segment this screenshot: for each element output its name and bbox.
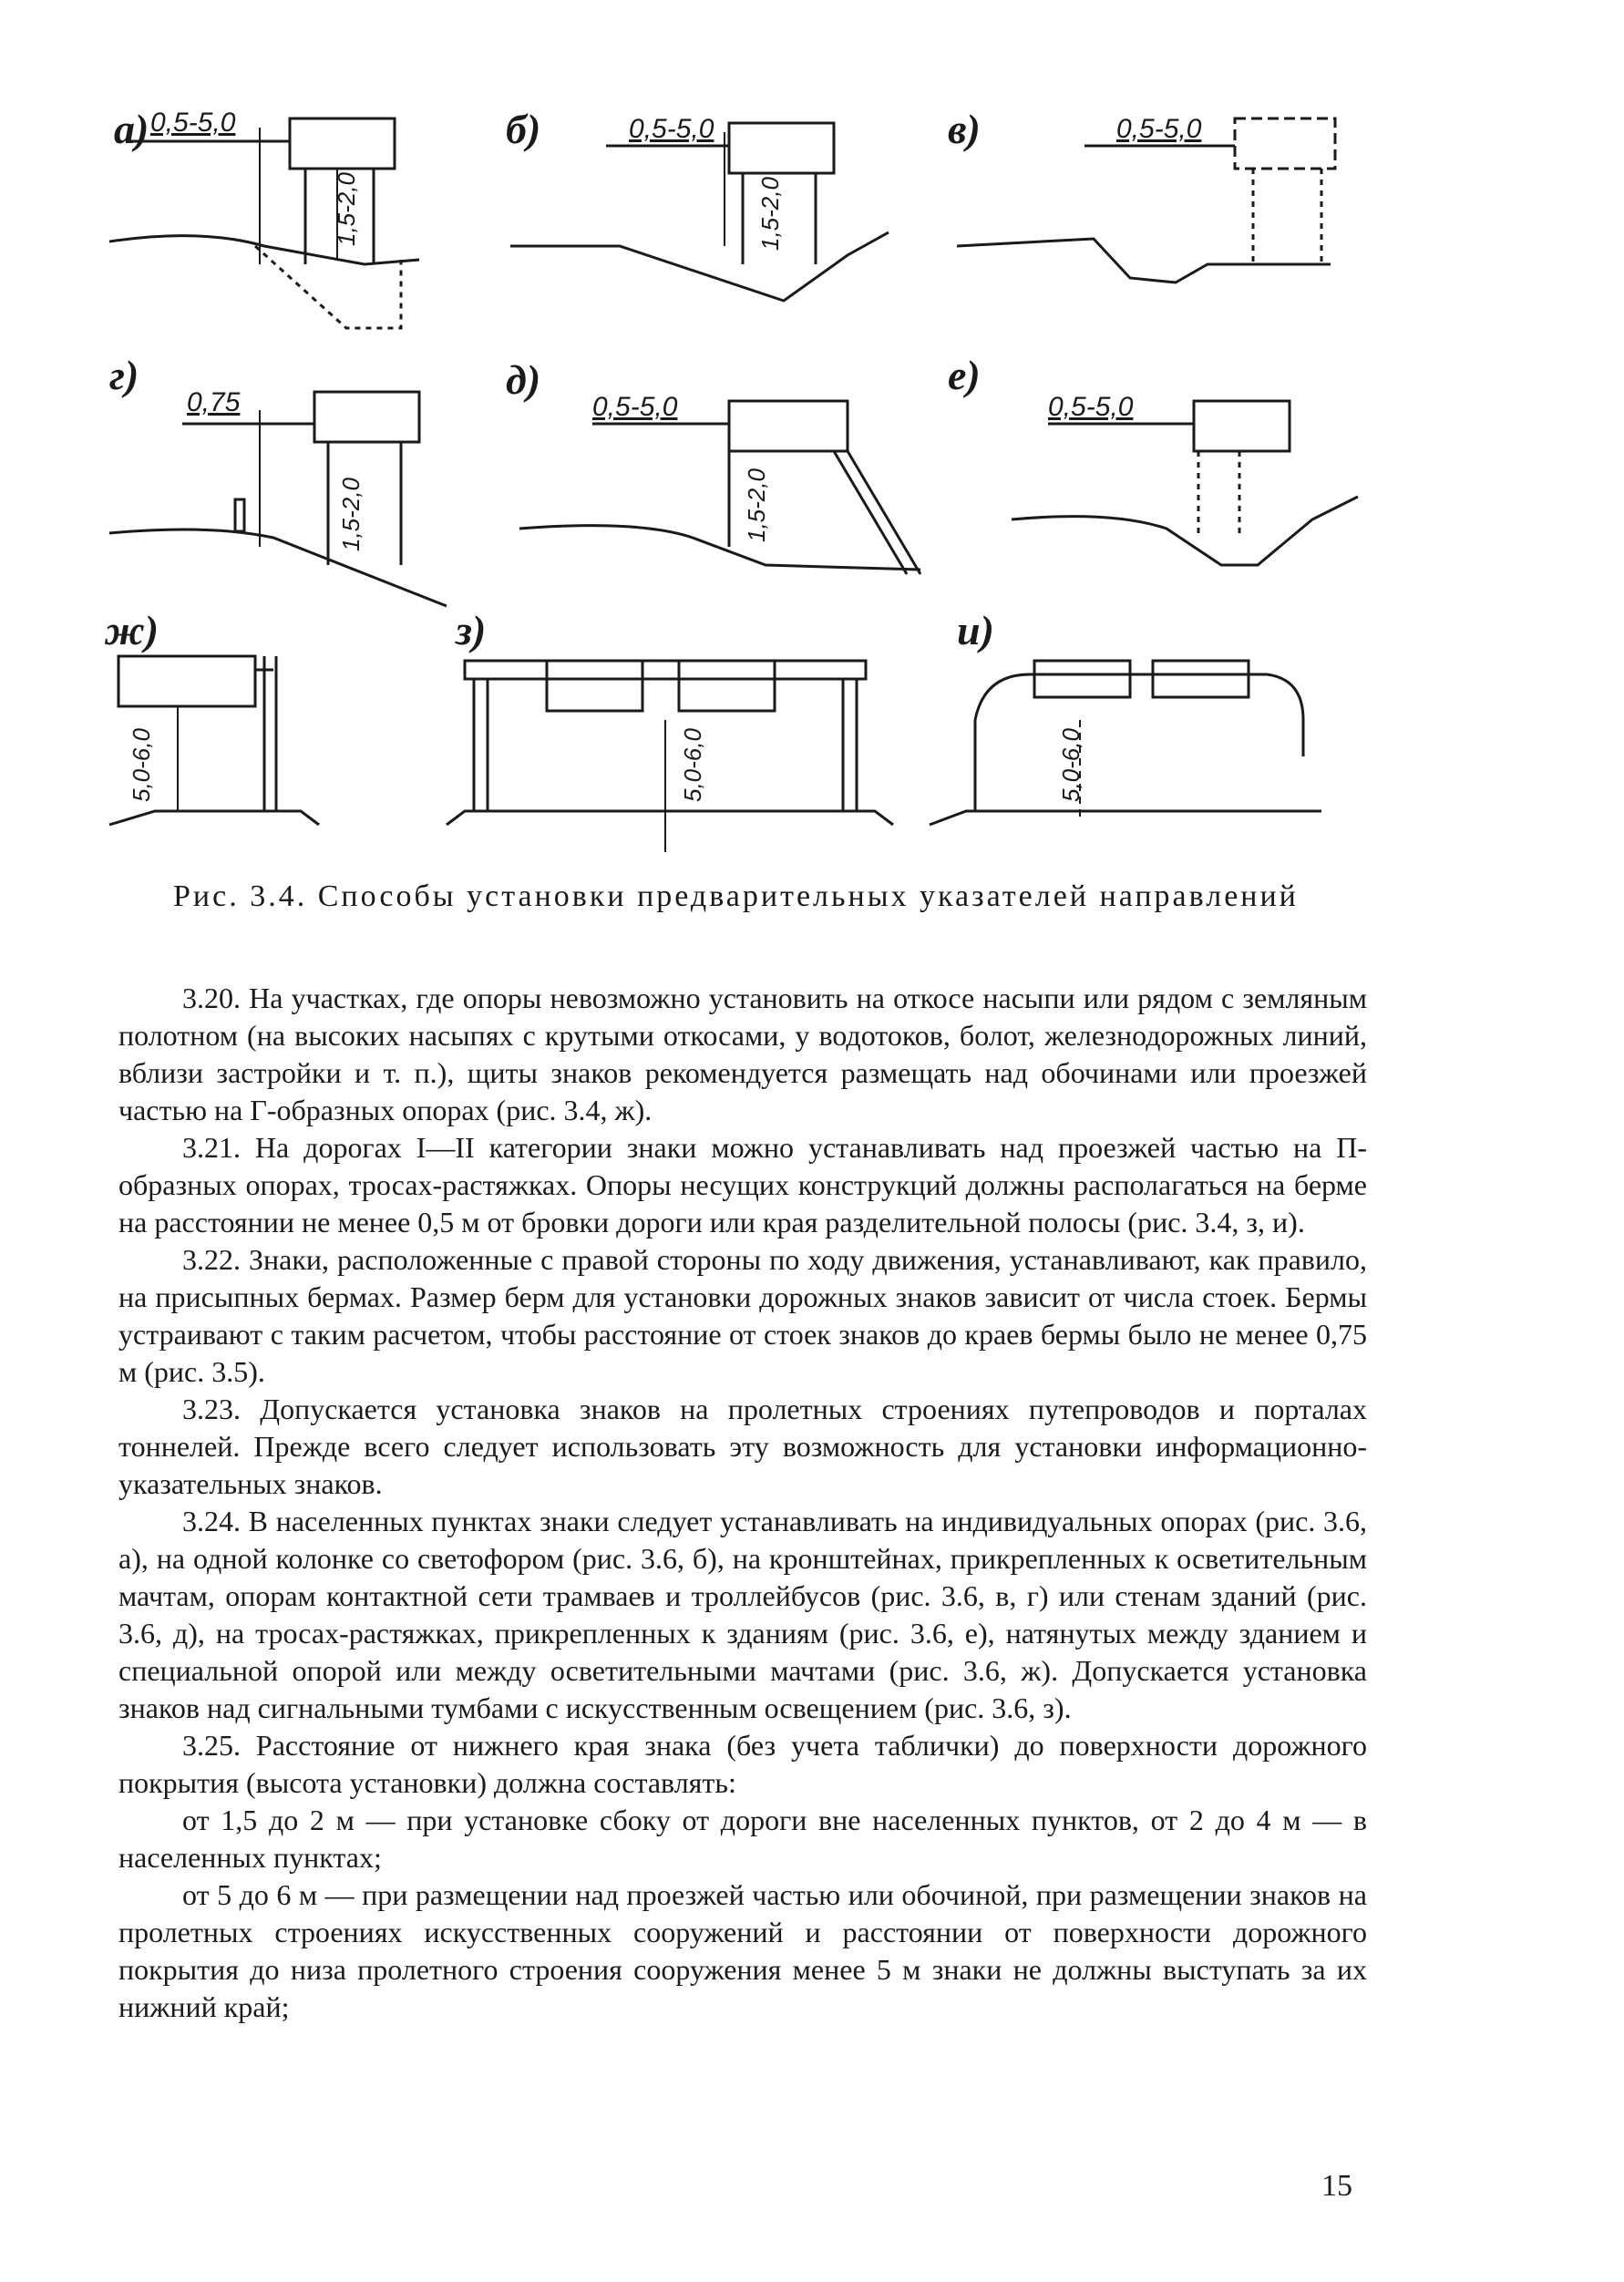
dim-offset-d: 0,5-5,0 (592, 392, 678, 422)
paragraph-3-25-item-2: от 5 до 6 м — при размещении над проезжей частью или обочиной, при размещении знаков на пролетных строениях искусственных сооружений и расстоянии от поверхности дорожного покрытия до низа пролетного строения сооружения менее 5 м знаки не должны выступать за их нижний край; (118, 1878, 1367, 2023)
dim-height-a: 1,5-2,0 (333, 172, 360, 246)
paragraph-3-25: 3.25. Расстояние от нижнего края знака (без учета таблички) до поверхности дорожного покрытия (высота установки) должна составлять: (118, 1729, 1367, 1799)
figure-caption: Рис. 3.4. Способы установки предварительных указателей направлений (173, 879, 1299, 913)
panel-a-drawing (109, 118, 419, 328)
dim-height-z: 5,0-6,0 (679, 728, 706, 802)
body-text (118, 980, 1367, 2026)
dim-offset-b: 0,5-5,0 (629, 114, 714, 144)
dim-height-b: 1,5-2,0 (756, 177, 784, 251)
paragraph-3-25-item-1: от 1,5 до 2 м — при установке сбоку от дороги вне населенных пунктов, от 2 до 4 м — в населенных пунктах; (118, 1804, 1367, 1874)
page-number: 15 (1321, 2169, 1352, 2203)
paragraph-3-21: 3.21. На дорогах I—II категории знаки можно устанавливать над проезжей частью на П-образных опорах, тросах-растяжках. Опоры несущих конструкций должны располагаться на берме на расстоянии не менее 0,5 м от бровки дороги или края разделительной полосы (рис. 3.4, з, и). (118, 1131, 1367, 1239)
panel-label-e: е) (948, 352, 981, 398)
panel-g-drawing (109, 392, 447, 606)
dim-offset-g: 0,75 (187, 387, 241, 417)
panel-e-drawing (1012, 401, 1358, 565)
paragraph-3-22: 3.22. Знаки, расположенные с правой стороны по ходу движения, устанавливают, как правило, на присыпных бермах. Размер берм для установки дорожных знаков зависит от числа стоек. Бермы устраивают с таким расчетом, чтобы расстояние от стоек знаков до краев бермы было не менее 0,75 м (рис. 3.5). (118, 1243, 1367, 1388)
dim-height-zh: 5,0-6,0 (128, 728, 155, 802)
dim-height-g: 1,5-2,0 (337, 478, 365, 551)
panel-label-d: д) (506, 356, 541, 403)
panel-label-z: з) (456, 607, 487, 653)
panel-label-v: в) (948, 106, 981, 152)
panel-label-zh: ж) (105, 607, 159, 653)
panel-i-drawing (930, 661, 1321, 825)
dim-offset-e: 0,5-5,0 (1048, 392, 1134, 422)
panel-d-drawing (519, 401, 920, 574)
figure-drawing (0, 0, 1624, 875)
paragraph-3-20: 3.20. На участках, где опоры невозможно установить на откосе насыпи или рядом с земляным полотном (на высоких насыпях с крутыми откосами, у водотоков, болот, железнодорожных линий, вблизи застройки и т. п.), щиты знаков рекомендуется размещать над обочинами или проезжей частью на Г-образных опорах (рис. 3.4, ж). (118, 982, 1367, 1126)
dim-height-i: 5,0-6,0 (1057, 728, 1084, 802)
figure-3-4 (0, 0, 1624, 875)
dim-height-d: 1,5-2,0 (743, 468, 770, 542)
panel-label-i: и) (957, 607, 994, 653)
dim-offset-v: 0,5-5,0 (1116, 114, 1202, 144)
panel-label-b: б) (506, 106, 541, 152)
panel-z-drawing (447, 661, 893, 852)
dim-offset-a: 0,5-5,0 (150, 108, 236, 138)
panel-label-a: а) (114, 106, 149, 152)
panel-label-g: г) (109, 352, 139, 398)
panel-b-drawing (510, 123, 889, 301)
paragraph-3-23: 3.23. Допускается установка знаков на пролетных строениях путепроводов и порталах тоннелей. Прежде всего следует использовать эту возможность для установки информационно-указательных знаков. (118, 1393, 1367, 1500)
paragraph-3-24: 3.24. В населенных пунктах знаки следует устанавливать на индивидуальных опорах (рис. 3.6, а), на одной колонке со светофором (рис. 3.6, б), на кронштейнах, прикрепленных к осветительным мачтам, опорам контактной сети трамваев и троллейбусов (рис. 3.6, в, г) или стенам зданий (рис. 3.6, д), на тросах-растяжках, прикрепленных к зданиям (рис. 3.6, е), натянутых между зданием и специальной опорой или между осветительными мачтами (рис. 3.6, ж). Допускается установка знаков над сигнальными тумбами с искусственным освещением (рис. 3.6, з). (118, 1505, 1367, 1724)
